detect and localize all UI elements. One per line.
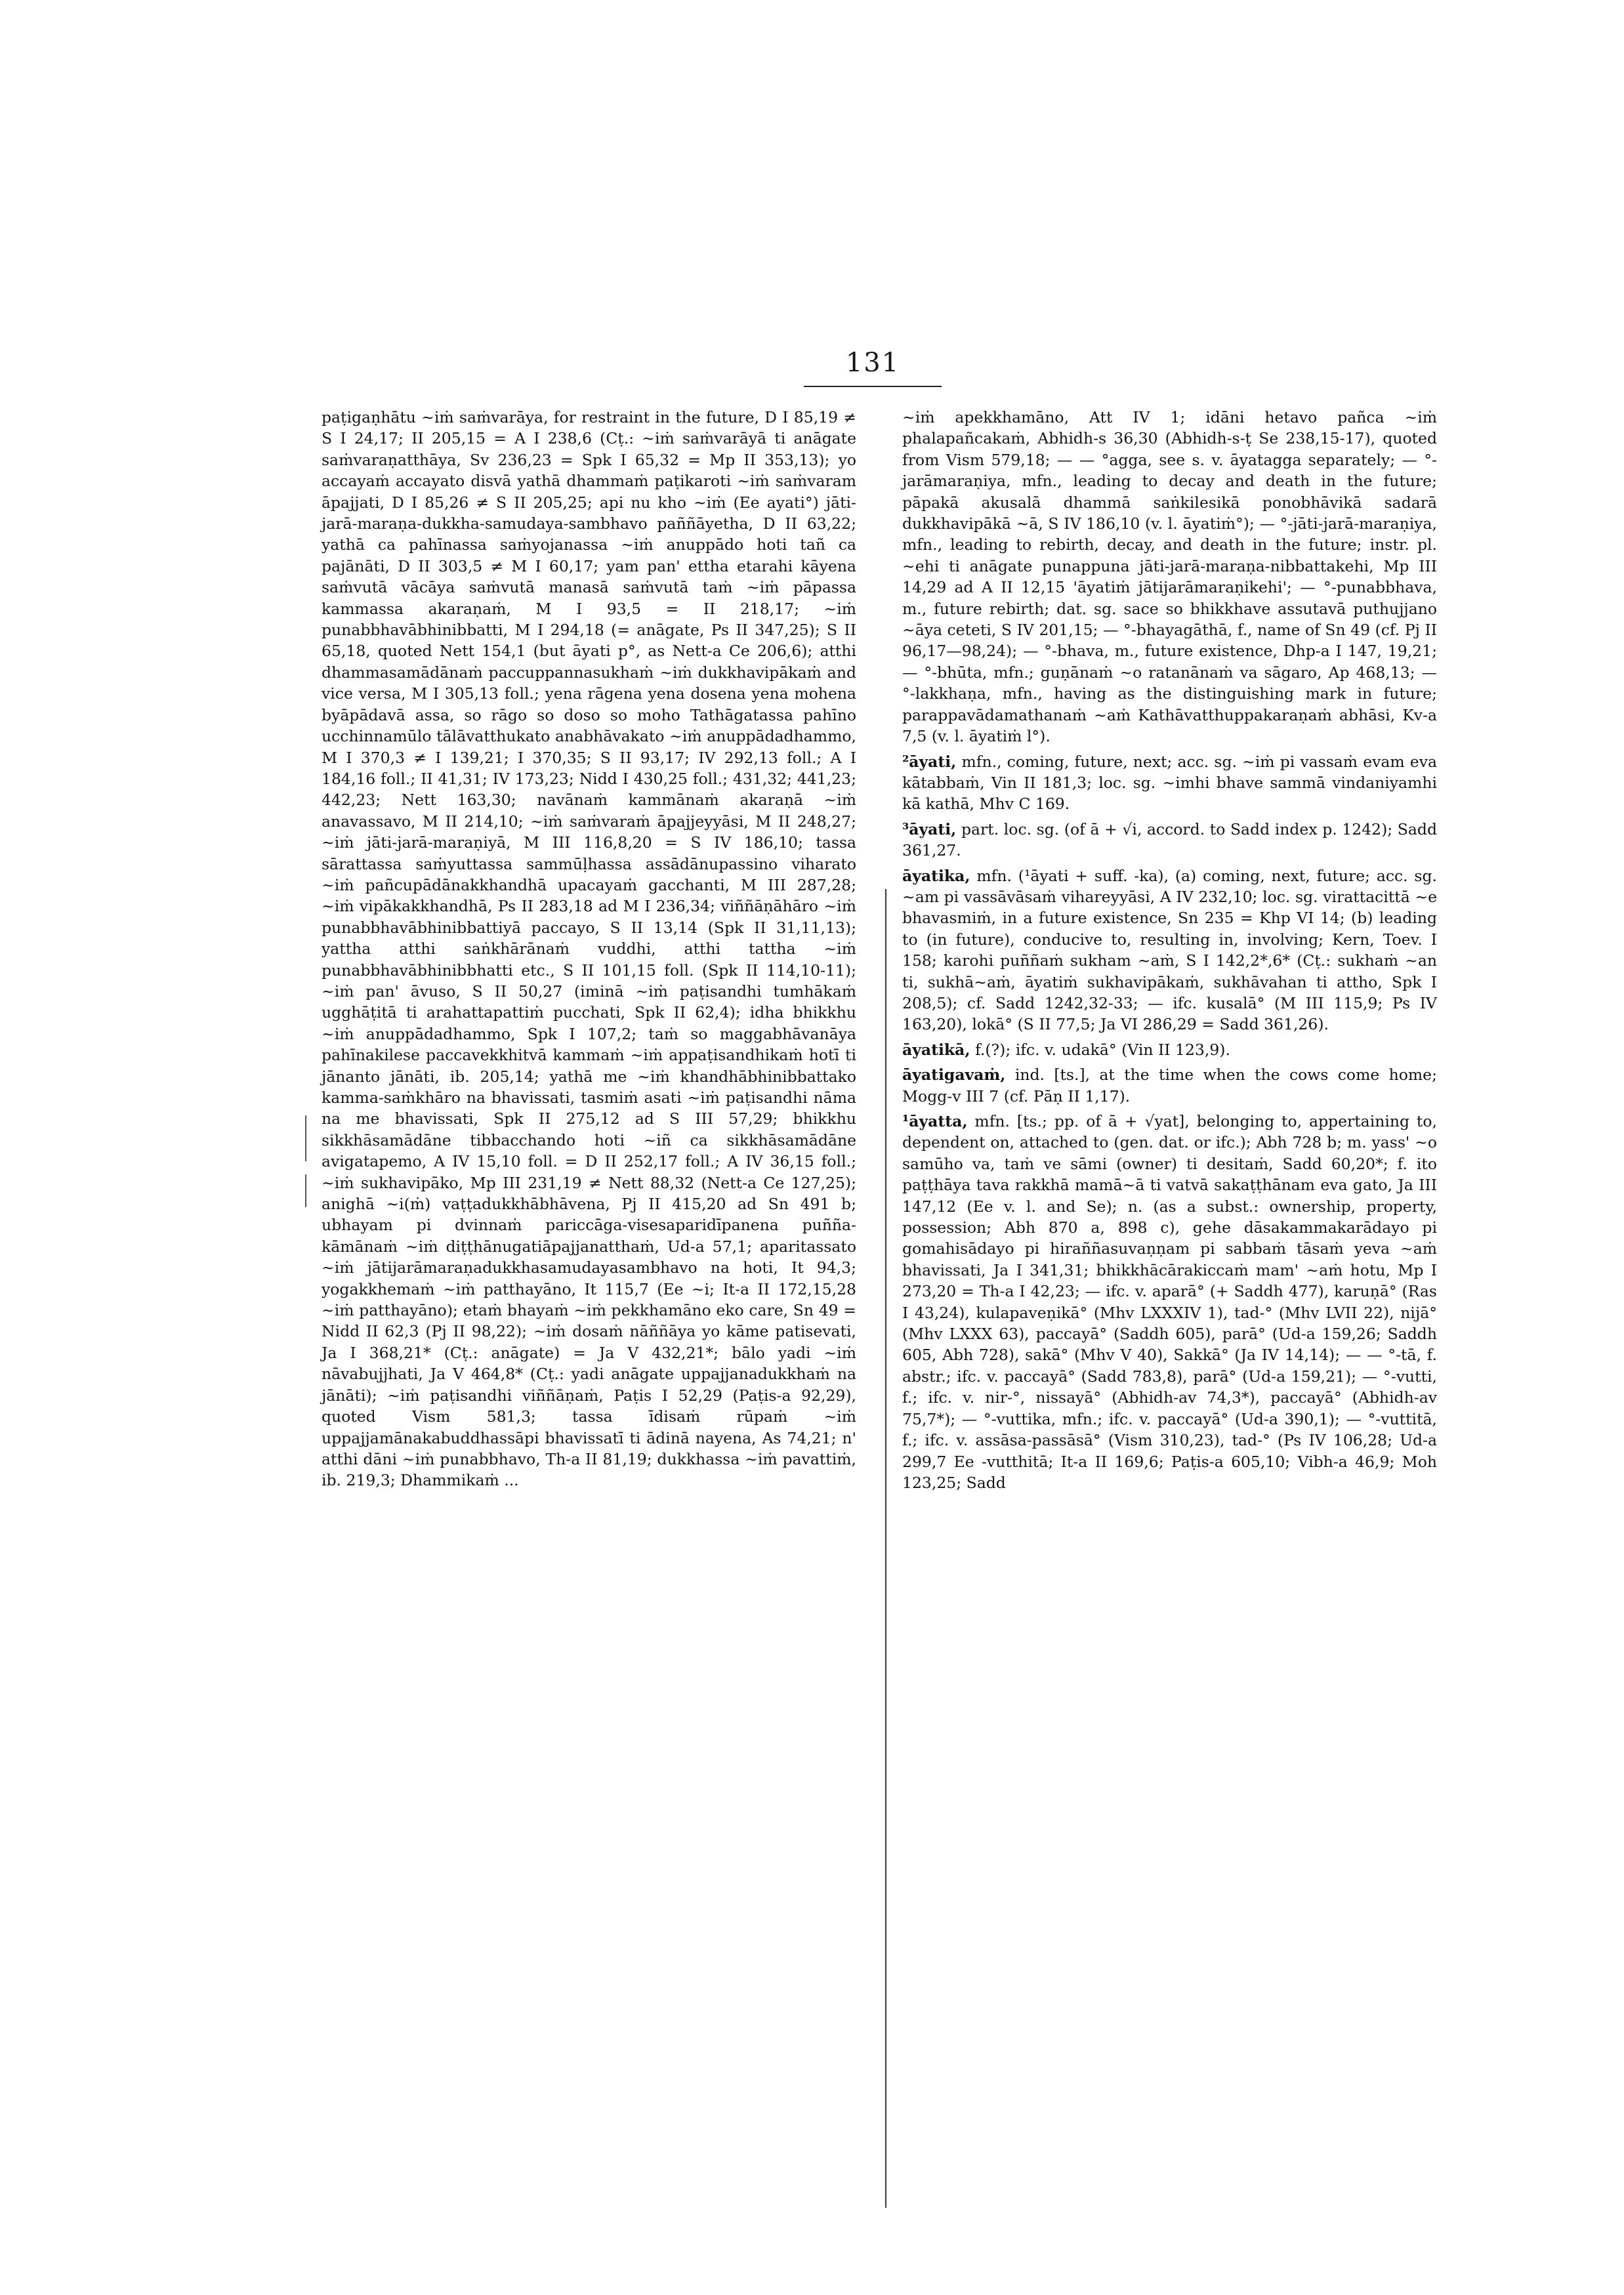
margin-mark bbox=[305, 1115, 306, 1161]
page-number-rule bbox=[804, 386, 942, 387]
entry-body: f.(?); ifc. v. udakā° (Vin II 123,9). bbox=[970, 1040, 1230, 1059]
page-number: 131 bbox=[845, 348, 900, 378]
paragraph: paṭigaṇhātu ~iṁ saṁvarāya, for restraint in the future, D I 85,19 ≠ S I 24,17; II 205,15 = A I 238,6 (Cṭ.: ~iṁ saṁvarāyā ti anāgate saṁvaraṇatthāya, Sv 236,23 = Spk I 65,32 = Mp II 353,13); yo accayaṁ accayato disvā yathā dhammaṁ paṭikaroti ~iṁ saṁvaram āpajjati, D I 85,26 ≠ S II 205,25; api nu kho ~iṁ (Ee ayati°) jāti-jarā-maraṇa-dukkha-samudaya-sambhavo paññāyetha, D II 63,22; yathā ca pahīnassa saṁyojanassa ~iṁ anuppādo hoti tañ ca pajānāti, D II 303,5 ≠ M I 60,17; yam pan' ettha etarahi kāyena saṁvutā vācāya saṁvutā manasā saṁvutā taṁ ~iṁ pāpassa kammassa akaraṇaṁ, M I 93,5 = II 218,17; ~iṁ punabbhavābhinibbatti, M I 294,18 (= anāgate, Ps II 347,25); S II 65,18, quoted Nett 154,1 (but āyati p°, as Nett-a Ce 206,6); atthi dhammasamādānaṁ paccuppannasukhaṁ ~iṁ dukkhavipākaṁ and vice versa, M I 305,13 foll.; yena rāgena yena dosena yena mohena byāpādavā assa, so rāgo so doso so moho Tathāgatassa pahīno ucchinnamūlo tālāvatthukato anabhāvakato ~iṁ anuppādadhammo, M I 370,3 ≠ I 139,21; I 370,35; S II 93,17; IV 292,13 foll.; A I 184,16 foll.; II 41,31; IV 173,23; Nidd I 430,25 foll.; 431,32; 441,23; 442,23; Nett 163,30; navānaṁ kammānaṁ akaraṇā ~iṁ anavassavo, M II 214,10; ~iṁ saṁvaraṁ āpajjeyyāsi, M II 248,27; ~iṁ jāti-jarā-maraṇiyā, M III 116,8,20 = S IV 186,10; tassa sārattassa saṁyuttassa sammūḷhassa assādānupassino viharato ~iṁ pañcupādānakkhandhā upacayaṁ gacchanti, M III 287,28; ~iṁ vipākakkhandhā, Ps II 283,18 ad M I 236,34; viññāṇāhāro ~iṁ punabbhavābhinibbattiyā paccayo, S II 13,14 (Spk II 31,11,13); yattha atthi saṅkhārānaṁ vuddhi, atthi tattha ~iṁ punabbhavābhinibbhatti etc., S II 101,15 foll. (Spk II 114,10-11); ~iṁ pan' āvuso, S II 50,27 (iminā ~iṁ paṭisandhi tumhākaṁ ugghāṭitā ti arahattapattiṁ pucchati, Spk II 62,4); idha bhikkhu ~iṁ anuppādadhammo, Spk I 107,2; taṁ so maggabhāvanāya pahīnakilese paccavekkhitvā kammaṁ ~iṁ appaṭisandhikaṁ hotī ti jānanto jānāti, ib. 205,14; yathā me ~iṁ khandhābhinibbattako kamma-saṁkhāro na bhavissati, tasmiṁ asati ~iṁ paṭisandhi nāma na me bhavissati, Spk II 275,12 ad S III 57,29; bhikkhu sikkhāsamādāne tibbacchando hoti ~iñ ca sikkhāsamādāne avigatapemo, A IV 15,10 foll. = D II 252,17 foll.; A IV 36,15 foll.; ~iṁ sukhavipāko, Mp III 231,19 ≠ Nett 88,32 (Nett-a Ce 127,25); anighā ~i(ṁ) vaṭṭadukkhābhāvena, Pj II 415,20 ad Sn 491 b; ubhayam pi dvinnaṁ pariccāga-visesaparidīpanena puñña-kāmānaṁ ~iṁ diṭṭhānugatiāpajjanatthaṁ, Ud-a 57,1; aparitassato ~iṁ jātijarāmaraṇadukkhasamudayasambhavo na hoti, It 94,3; yogakkhemaṁ ~iṁ patthayāno, It 115,7 (Ee ~i; It-a II 172,15,28 ~iṁ patthayāno); etaṁ bhayaṁ ~iṁ pekkhamāno eko care, Sn 49 = Nidd II 62,3 (Pj II 98,22); ~iṁ dosaṁ nāññāya yo kāme patisevati, Ja I 368,21* (Cṭ.: anāgate) = Ja V 432,21*; bālo yadi ~iṁ nāvabujjhati, Ja V 464,8* (Cṭ.: yadi anāgate uppajjanadukkhaṁ na jānāti); ~iṁ paṭisandhi viññāṇaṁ, Paṭis I 52,29 (Paṭis-a 92,29), quoted Vism 581,3; tassa īdisaṁ rūpaṁ ~iṁ uppajjamānakabuddhassāpi bhavissatī ti ādinā nayena, As 74,21; n' atthi dāni ~iṁ punabbhavo, Th-a II 81,19; dukkhassa ~iṁ pavattiṁ, ib. 219,3; Dhammikaṁ ... bbox=[322, 408, 856, 1490]
entry-body: ind. [ts.], at the time when the cows come home; Mogg-v III 7 (cf. Pāṇ II 1,17). bbox=[902, 1065, 1437, 1106]
dictionary-entry bbox=[902, 1039, 1437, 1060]
dictionary-entry bbox=[902, 751, 1437, 815]
right-column bbox=[902, 407, 1437, 1493]
margin-mark bbox=[305, 1174, 306, 1207]
dictionary-entry bbox=[902, 1111, 1437, 1493]
entry-headword: ¹āyatta, bbox=[902, 1112, 968, 1130]
entry-headword: āyatigavaṁ, bbox=[902, 1065, 1006, 1085]
dictionary-entry bbox=[902, 819, 1437, 861]
entry-headword: ²āyati, bbox=[902, 752, 957, 771]
left-column bbox=[322, 407, 856, 1494]
entry-headword: ³āyati, bbox=[902, 819, 957, 838]
dictionary-entry bbox=[902, 1064, 1437, 1107]
entry-body: mfn. (¹āyati + suff. -ka), (a) coming, next, future; acc. sg. ~am pi vassāvāsaṁ vihareyyāsi, A IV 232,10; loc. sg. virattacittā ~e bhavasmiṁ, in a future existence, Sn 235 = Khp VI 14; (b) leading to (in future), conducive to, resulting in, involving; Kern, Toev. I 158; karohi puññaṁ sukham ~aṁ, S I 142,2*,6* (Cṭ.: sukhaṁ ~an ti, sukhā~aṁ, āyatiṁ sukhavipākaṁ, sukhāvahan ti attho, Spk I 208,5); cf. Sadd 1242,32-33; — ifc. kusalā° (M III 115,9; Ps IV 163,20), lokā° (S II 77,5; Ja VI 286,29 = Sadd 361,26). bbox=[902, 866, 1437, 1034]
entry-headword: āyatika, bbox=[902, 866, 970, 885]
entry-body: part. loc. sg. (of ā + √i, accord. to Sadd index p. 1242); Sadd 361,27. bbox=[902, 819, 1437, 860]
entry-headword: āyatikā, bbox=[902, 1040, 970, 1059]
paragraph: ~iṁ apekkhamāno, Att IV 1; idāni hetavo pañca ~iṁ phalapañcakaṁ, Abhidh-s 36,30 (Abhidh-s-ṭ Se 238,15-17), quoted from Vism 579,18; — — °agga, see s. v. āyatagga separately; — °-jarāmaraṇiya, mfn., leading to decay and death in the future; pāpakā akusalā dhammā saṅkilesikā ponobhāvikā sadarā dukkhavipākā ~ā, S IV 186,10 (v. l. āyatiṁ°); — °-jāti-jarā-maraṇiya, mfn., leading to rebirth, decay, and death in the future; instr. pl. ~ehi ti anāgate punappuna jāti-jarā-maraṇa-nibbattakehi, Mp III 14,29 ad A II 12,15 'āyatiṁ jātijarāmaraṇikehi'; — °-punabbhava, m., future rebirth; dat. sg. sace so bhikkhave assutavā puthujjano ~āya ceteti, S IV 201,15; — °-bhayagāthā, f., name of Sn 49 (cf. Pj II 96,17—98,24); — °-bhava, m., future existence, Dhp-a I 147, 19,21; — °-bhūta, mfn.; guṇānaṁ ~o ratanānaṁ va sāgaro, Ap 468,13; — °-lakkhaṇa, mfn., having as the distinguishing mark in future; parappavādamathanaṁ ~aṁ Kathāvatthuppakaraṇaṁ abhāsi, Kv-a 7,5 (v. l. āyatiṁ l°). bbox=[902, 408, 1437, 746]
column-divider bbox=[885, 889, 886, 2208]
dictionary-entry bbox=[902, 865, 1437, 1035]
entry-body: mfn., coming, future, next; acc. sg. ~iṁ pi vassaṁ evam eva kātabbaṁ, Vin II 181,3; loc. sg. ~imhi bhave sammā vindaniyamhi kā kathā, Mhv C 169. bbox=[902, 752, 1437, 814]
entry-body: mfn. [ts.; pp. of ā + √yat], belonging to, appertaining to, dependent on, attached to (gen. dat. or ifc.); Abh 728 b; m. yass' ~o samūho va, taṁ ve sāmi (owner) ti desitaṁ, Sadd 60,20*; f. ito paṭṭhāya tava rakkhā mamā~ā ti vatvā sakaṭṭhānam eva gato, Ja III 147,12 (Ee v. l. and Se); n. (as a subst.: ownership, property, possession; Abh 870 a, 898 c), gehe dāsakammakarādayo pi gomahisādayo pi hiraññasuvaṇṇam pi sabbaṁ tāsaṁ yeva ~aṁ bhavissati, Ja I 341,31; bhikkhācārakiccaṁ mam' ~aṁ hotu, Mp I 273,20 = Th-a I 42,23; — ifc. v. aparā° (+ Saddh 477), karuṇā° (Ras I 43,24), kulapaveṇikā° (Mhv LXXXIV 1), tad-° (Mhv LVII 22), nijā° (Mhv LXXX 63), paccayā° (Saddh 605), parā° (Ud-a 159,26; Saddh 605, Abh 728), sakā° (Mhv V 40), Sakkā° (Ja IV 14,14); — — °-tā, f. abstr.; ifc. v. paccayā° (Sadd 783,8), parā° (Ud-a 159,21); — °-vutti, f.; ifc. v. nir-°, nissayā° (Abhidh-av 74,3*), paccayā° (Abhidh-av 75,7*); — °-vuttika, mfn.; ifc. v. paccayā° (Ud-a 390,1); — °-vuttitā, f.; ifc. v. assāsa-passāsā° (Vism 310,23), tad-° (Ps IV 106,28; Ud-a 299,7 Ee -vutthitā; It-a II 169,6; Paṭis-a 605,10; Vibh-a 46,9; Moh 123,25; Sadd bbox=[902, 1112, 1437, 1492]
